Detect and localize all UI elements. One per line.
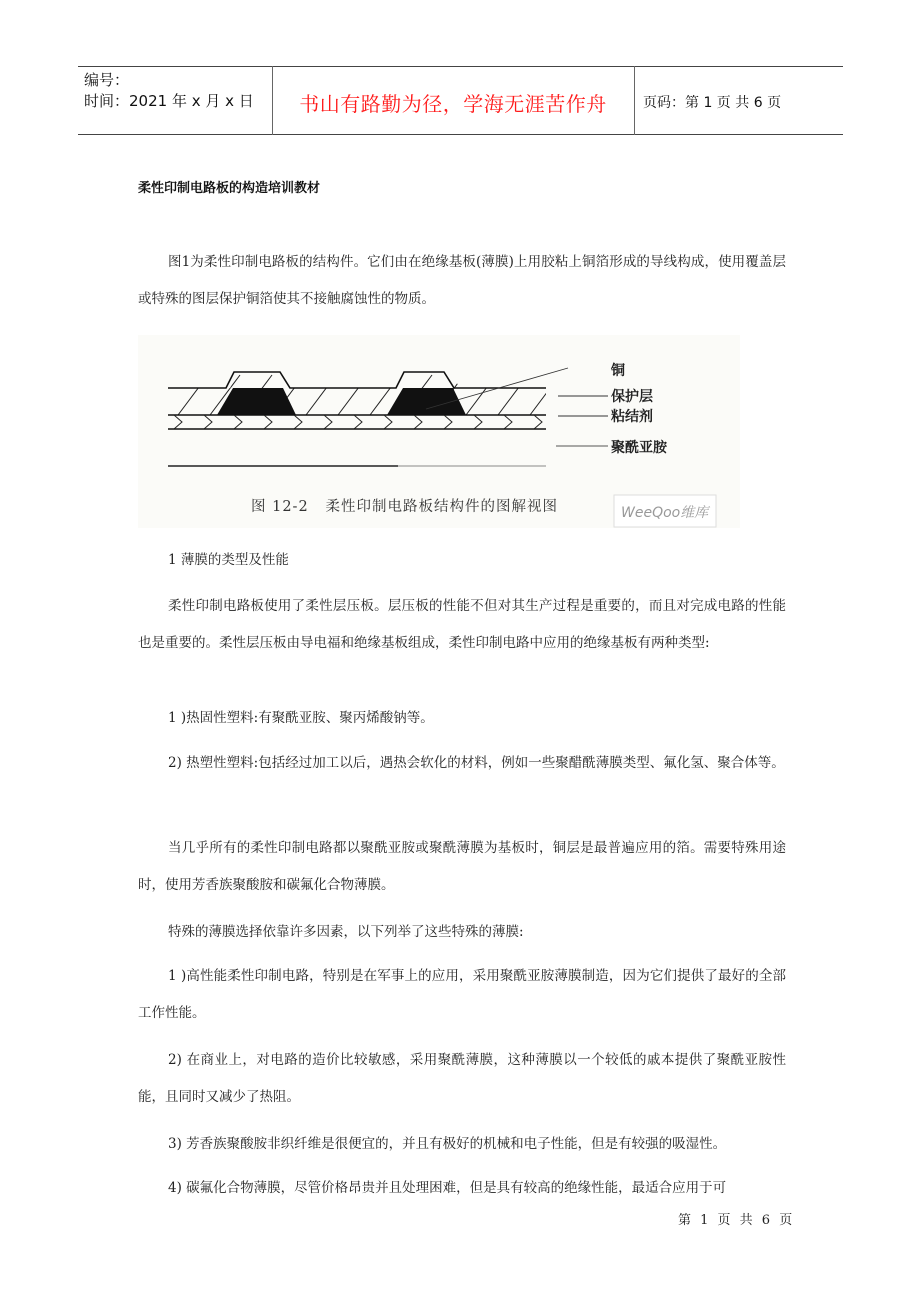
list-item-1: 1 )热固性塑料:有聚酰亚胺、聚丙烯酸钠等。 [168, 710, 434, 726]
section-heading: 1 薄膜的类型及性能 [168, 552, 289, 568]
body-paragraph-3: 特殊的薄膜选择依靠许多因素，以下列举了这些特殊的薄膜: [168, 924, 524, 940]
copper-trace-1 [217, 388, 296, 415]
header-meta [84, 70, 254, 112]
label-polyimide: 聚酰亚胺 [611, 440, 667, 456]
document-number-label: 编号： [84, 71, 130, 89]
body-paragraph-2: 当几乎所有的柔性印制电路都以聚酰亚胺或聚酰薄膜为基板时，铜层是最普遍应用的箔。需要特殊用途时，使用芳香族聚酸胺和碳氟化合物薄膜。 [138, 840, 786, 893]
label-coverlay: 保护层 [611, 389, 653, 405]
document-title: 柔性印制电路板的构造培训教材 [138, 181, 321, 196]
list-item-2: 2) 热塑性塑料:包括经过加工以后，遇热会软化的材料，例如一些聚醋酰薄膜类型、氟化氢、聚合体等。 [168, 755, 785, 771]
film-item-2: 2) 在商业上，对电路的造价比较敏感，采用聚酰薄膜，这种薄膜以一个较低的戚本提供了聚酰亚胺性能，且同时又减少了热阻。 [138, 1052, 786, 1105]
intro-paragraph: 图1为柔性印制电路板的结构件。它们由在绝缘基板(薄膜)上用胶粘上铜箔形成的导线构成，使用覆盖层或特殊的图层保护铜箔使其不接触腐蚀性的物质。 [138, 254, 786, 307]
figure-caption: 图 12-2 柔性印制电路板结构件的图解视图 [251, 499, 559, 515]
header-page-number: 页码：第 1 页 共 6 页 [643, 95, 782, 111]
film-item-1: 1 )高性能柔性印制电路，特别是在军事上的应用，采用聚酰亚胺薄膜制造，因为它们提供了最好的全部工作性能。 [138, 968, 786, 1021]
header-divider-right [634, 66, 635, 135]
document-date-label: 时间：2021 年 x 月 x 日 [84, 92, 254, 110]
watermark-text: WeeQoo维库 [621, 505, 709, 521]
pcb-cross-section-diagram [138, 335, 740, 528]
label-copper: 铜 [611, 363, 625, 379]
film-item-3: 3) 芳香族聚酸胺非织纤维是很便宜的，并且有极好的机械和电子性能，但是有较强的吸湿性。 [168, 1136, 727, 1152]
header-motto: 书山有路勤为径，学海无涯苦作舟 [299, 92, 607, 116]
pcb-structure-figure [138, 335, 740, 528]
body-paragraph-1: 柔性印制电路板使用了柔性层压板。层压板的性能不但对其生产过程是重要的，而且对完成电路的性能也是重要的。柔性层压板由导电福和绝缘基板组成，柔性印制电路中应用的绝缘基板有两种类型: [138, 598, 786, 651]
copper-trace-2 [387, 388, 466, 415]
film-item-4: 4) 碳氟化合物薄膜，尽管价格昂贵并且处理困难，但是具有较高的绝缘性能，最适合应用于可 [168, 1180, 727, 1196]
label-adhesive: 粘结剂 [611, 409, 653, 425]
header-top-rule [78, 66, 843, 67]
header-bottom-rule [78, 134, 843, 135]
footer-page-info: 第 1 页 共 6 页 [678, 1213, 794, 1228]
